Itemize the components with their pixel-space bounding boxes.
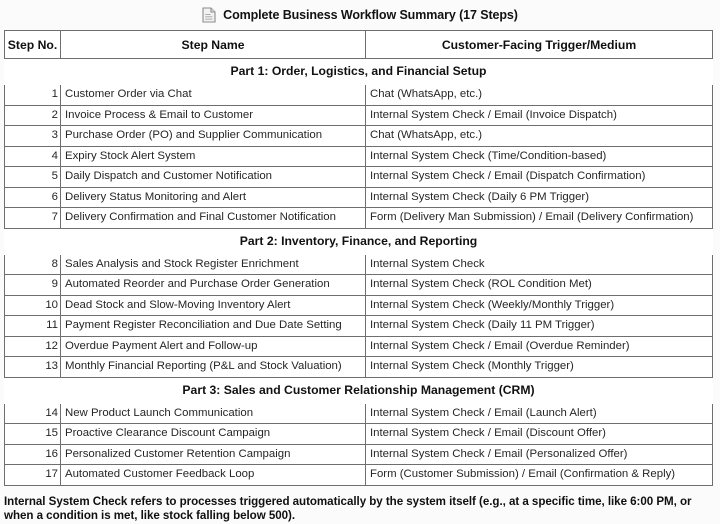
trigger-cell: Internal System Check / Email (Discount Offer) bbox=[366, 424, 713, 445]
trigger-cell: Internal System Check / Email (Launch Alert) bbox=[366, 403, 713, 424]
trigger-cell: Internal System Check / Email (Overdue Reminder) bbox=[366, 336, 713, 357]
step-no-cell: 10 bbox=[5, 295, 61, 316]
table-row bbox=[5, 254, 713, 275]
page-title-text: Complete Business Workflow Summary (17 Steps) bbox=[223, 8, 518, 22]
section-header-row bbox=[5, 377, 713, 403]
trigger-cell: Internal System Check / Email (Personalized Offer) bbox=[366, 444, 713, 465]
table-row bbox=[5, 336, 713, 357]
table-header bbox=[5, 31, 713, 59]
column-header-step-no: Step No. bbox=[5, 31, 61, 59]
step-name-cell: Sales Analysis and Stock Register Enrichment bbox=[61, 254, 366, 275]
section-header-label: Part 1: Order, Logistics, and Financial Setup bbox=[5, 59, 713, 85]
step-no-cell: 14 bbox=[5, 403, 61, 424]
page-title bbox=[0, 0, 720, 30]
step-name-cell: Dead Stock and Slow-Moving Inventory Alert bbox=[61, 295, 366, 316]
trigger-cell: Chat (WhatsApp, etc.) bbox=[366, 85, 713, 106]
trigger-cell: Internal System Check (ROL Condition Met) bbox=[366, 275, 713, 296]
step-no-cell: 9 bbox=[5, 275, 61, 296]
step-no-cell: 5 bbox=[5, 167, 61, 188]
table-row bbox=[5, 444, 713, 465]
step-no-cell: 1 bbox=[5, 85, 61, 106]
step-name-cell: Delivery Status Monitoring and Alert bbox=[61, 187, 366, 208]
step-no-cell: 11 bbox=[5, 316, 61, 337]
step-no-cell: 3 bbox=[5, 126, 61, 147]
step-name-cell: Automated Customer Feedback Loop bbox=[61, 465, 366, 486]
table-row bbox=[5, 424, 713, 445]
header-row bbox=[5, 31, 713, 59]
section-header-label: Part 3: Sales and Customer Relationship Management (CRM) bbox=[5, 377, 713, 403]
table-row bbox=[5, 403, 713, 424]
trigger-cell: Chat (WhatsApp, etc.) bbox=[366, 126, 713, 147]
step-no-cell: 15 bbox=[5, 424, 61, 445]
step-name-cell: Customer Order via Chat bbox=[61, 85, 366, 106]
trigger-cell: Form (Customer Submission) / Email (Confirmation & Reply) bbox=[366, 465, 713, 486]
step-no-cell: 17 bbox=[5, 465, 61, 486]
step-no-cell: 6 bbox=[5, 187, 61, 208]
note-page-icon bbox=[202, 7, 216, 23]
step-name-cell: Automated Reorder and Purchase Order Generation bbox=[61, 275, 366, 296]
trigger-cell: Internal System Check / Email (Invoice Dispatch) bbox=[366, 105, 713, 126]
step-no-cell: 16 bbox=[5, 444, 61, 465]
step-name-cell: New Product Launch Communication bbox=[61, 403, 366, 424]
table-body bbox=[5, 59, 713, 486]
step-name-cell: Payment Register Reconciliation and Due Date Setting bbox=[61, 316, 366, 337]
table-row bbox=[5, 105, 713, 126]
step-name-cell: Invoice Process & Email to Customer bbox=[61, 105, 366, 126]
step-name-cell: Proactive Clearance Discount Campaign bbox=[61, 424, 366, 445]
trigger-cell: Internal System Check (Weekly/Monthly Trigger) bbox=[366, 295, 713, 316]
table-row bbox=[5, 295, 713, 316]
trigger-cell: Internal System Check / Email (Dispatch Confirmation) bbox=[366, 167, 713, 188]
step-name-cell: Daily Dispatch and Customer Notification bbox=[61, 167, 366, 188]
step-no-cell: 2 bbox=[5, 105, 61, 126]
step-no-cell: 12 bbox=[5, 336, 61, 357]
section-header-label: Part 2: Inventory, Finance, and Reporting bbox=[5, 228, 713, 254]
column-header-step-name: Step Name bbox=[61, 31, 366, 59]
trigger-cell: Internal System Check (Monthly Trigger) bbox=[366, 357, 713, 378]
table-row bbox=[5, 465, 713, 486]
step-name-cell: Overdue Payment Alert and Follow-up bbox=[61, 336, 366, 357]
step-name-cell: Expiry Stock Alert System bbox=[61, 146, 366, 167]
trigger-cell: Internal System Check (Daily 11 PM Trigger) bbox=[366, 316, 713, 337]
table-row bbox=[5, 167, 713, 188]
table-row bbox=[5, 126, 713, 147]
trigger-cell: Form (Delivery Man Submission) / Email (Delivery Confirmation) bbox=[366, 208, 713, 229]
table-row bbox=[5, 85, 713, 106]
step-name-cell: Delivery Confirmation and Final Customer Notification bbox=[61, 208, 366, 229]
step-no-cell: 13 bbox=[5, 357, 61, 378]
table-row bbox=[5, 357, 713, 378]
step-name-cell: Monthly Financial Reporting (P&L and Stock Valuation) bbox=[61, 357, 366, 378]
trigger-cell: Internal System Check (Daily 6 PM Trigger) bbox=[366, 187, 713, 208]
table-row bbox=[5, 208, 713, 229]
table-row bbox=[5, 187, 713, 208]
step-no-cell: 8 bbox=[5, 254, 61, 275]
step-name-cell: Purchase Order (PO) and Supplier Communication bbox=[61, 126, 366, 147]
column-header-trigger: Customer-Facing Trigger/Medium bbox=[366, 31, 713, 59]
step-no-cell: 7 bbox=[5, 208, 61, 229]
step-no-cell: 4 bbox=[5, 146, 61, 167]
section-header-row bbox=[5, 59, 713, 85]
section-header-row bbox=[5, 228, 713, 254]
table-row bbox=[5, 146, 713, 167]
table-row bbox=[5, 316, 713, 337]
footnote: Internal System Check refers to processes triggered automatically by the system itself (e.g., at a specific time, like 6:00 PM, or when a condition is met, like stock falling below 500). bbox=[4, 494, 692, 522]
trigger-cell: Internal System Check bbox=[366, 254, 713, 275]
step-name-cell: Personalized Customer Retention Campaign bbox=[61, 444, 366, 465]
table-row bbox=[5, 275, 713, 296]
workflow-table bbox=[4, 30, 713, 486]
trigger-cell: Internal System Check (Time/Condition-based) bbox=[366, 146, 713, 167]
